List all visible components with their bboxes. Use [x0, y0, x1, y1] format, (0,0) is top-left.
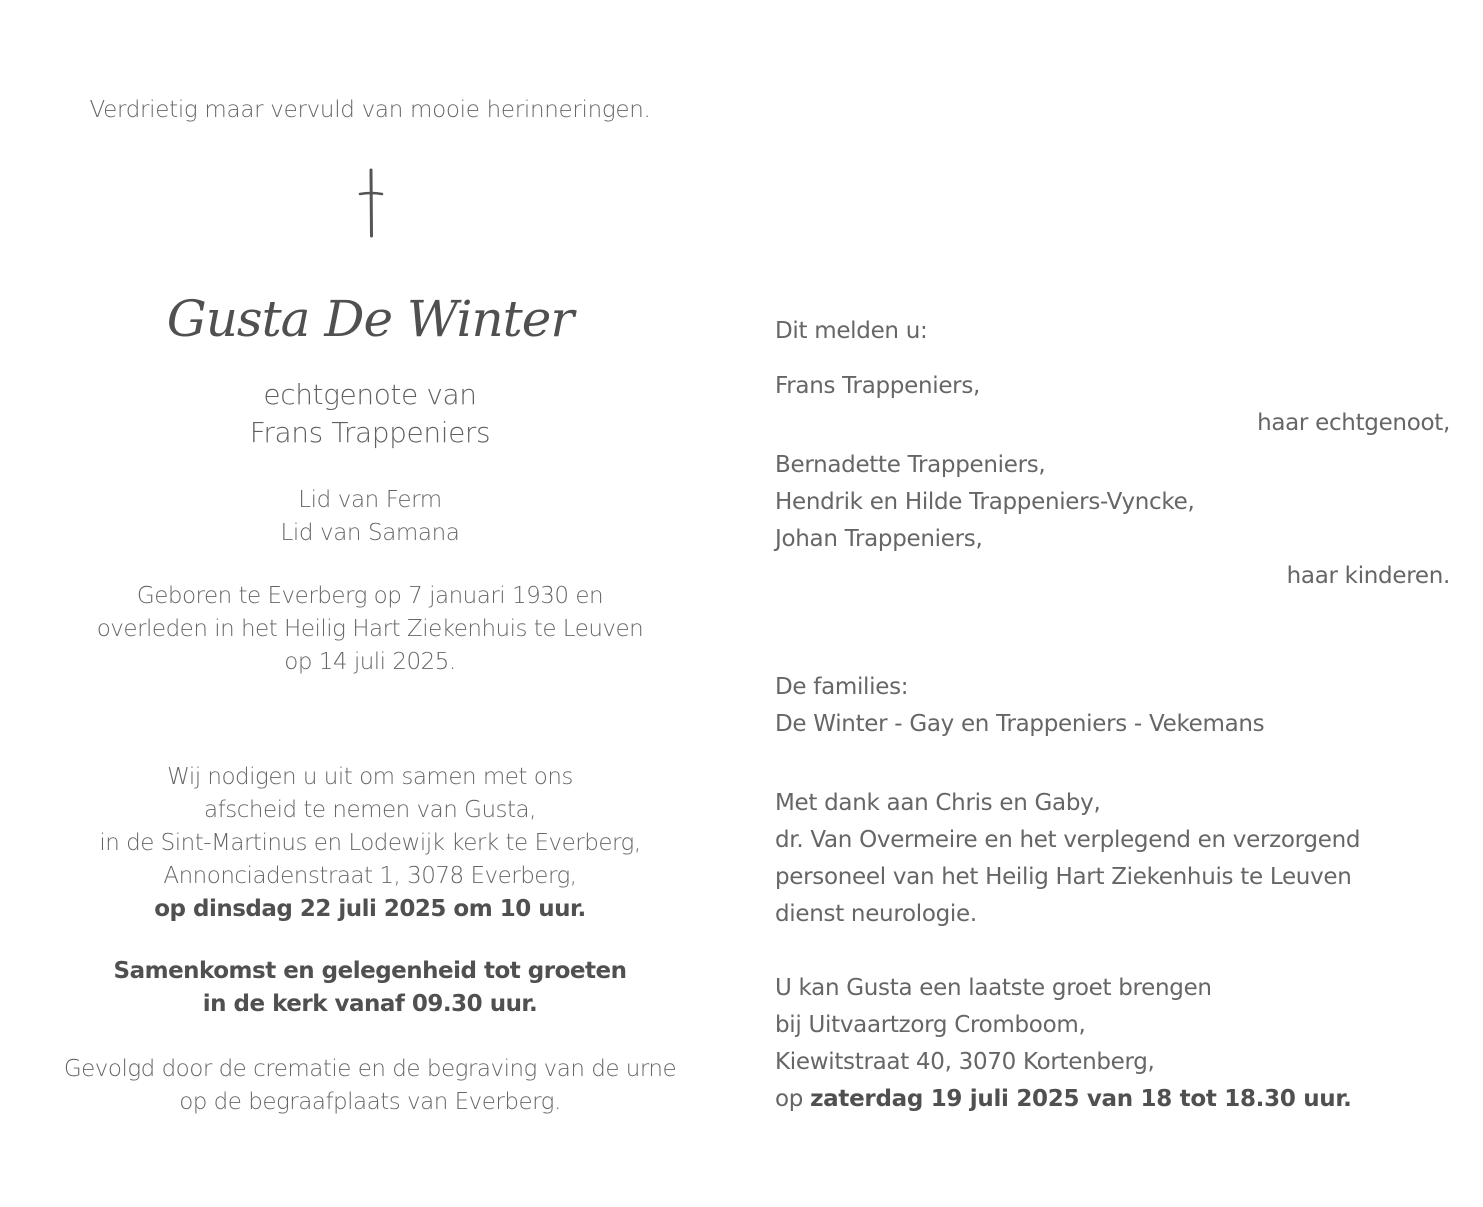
child-name: Johan Trappeniers,	[775, 526, 983, 552]
spouse-name: Frans Trappeniers	[249, 416, 491, 449]
visit-date-line	[775, 1086, 1352, 1112]
birth-death-text	[40, 580, 700, 679]
text-line: op de begraafplaats van Everberg.	[179, 1089, 561, 1115]
husband-relation: haar echtgenoot,	[1257, 410, 1450, 436]
thanks-line: Met dank aan Chris en Gaby,	[775, 790, 1101, 816]
visit-line: bij Uitvaartzorg Cromboom,	[775, 1012, 1086, 1038]
text-line: in de Sint-Martinus en Lodewijk kerk te Everberg,	[99, 830, 641, 856]
visit-prefix: op	[775, 1086, 804, 1112]
text-line: Gevolgd door de crematie en de begraving van de urne	[63, 1056, 677, 1082]
text-line: Samenkomst en gelegenheid tot groeten	[113, 958, 627, 984]
husband-name: Frans Trappeniers,	[775, 373, 981, 399]
thanks-line: personeel van het Heilig Hart Ziekenhuis te Leuven	[775, 864, 1352, 890]
child-name: Hendrik en Hilde Trappeniers-Vyncke,	[775, 489, 1195, 515]
text-line: overleden in het Heilig Hart Ziekenhuis te Leuven	[96, 616, 644, 642]
visit-line: U kan Gusta een laatste groet brengen	[775, 975, 1212, 1001]
deceased-name: Gusta De Winter	[166, 290, 574, 348]
membership-item: Lid van Ferm	[298, 487, 442, 513]
spouse-label: echtgenote van	[263, 378, 477, 411]
families-names: De Winter - Gay en Trappeniers - Vekemans	[775, 711, 1265, 737]
spouse-block	[40, 376, 700, 452]
membership-item: Lid van Samana	[280, 520, 460, 546]
text-line: Wij nodigen u uit om samen met ons	[167, 764, 573, 790]
motto: Verdrietig maar vervuld van mooie herinneringen.	[89, 97, 651, 123]
invitation-date: op dinsdag 22 juli 2025 om 10 uur.	[154, 896, 586, 922]
text-line: Geboren te Everberg op 7 januari 1930 en	[136, 583, 604, 609]
families-label: De families:	[775, 674, 909, 700]
cross-icon	[358, 168, 384, 238]
announcement-intro: Dit melden u:	[775, 318, 928, 344]
invitation-text	[40, 761, 700, 926]
memberships	[40, 484, 700, 550]
text-line: afscheid te nemen van Gusta,	[204, 797, 536, 823]
visit-date: zaterdag 19 juli 2025 van 18 tot 18.30 uur.	[810, 1086, 1352, 1112]
children-relation: haar kinderen.	[1286, 563, 1450, 589]
cremation-text	[40, 1053, 700, 1119]
gathering-text	[40, 955, 700, 1021]
text-line: op 14 juli 2025.	[284, 649, 456, 675]
thanks-line: dienst neurologie.	[775, 901, 977, 927]
visit-line: Kiewitstraat 40, 3070 Kortenberg,	[775, 1049, 1155, 1075]
text-line: Annonciadenstraat 1, 3078 Everberg,	[163, 863, 577, 889]
child-name: Bernadette Trappeniers,	[775, 452, 1046, 478]
thanks-line: dr. Van Overmeire en het verplegend en verzorgend	[775, 827, 1361, 853]
text-line: in de kerk vanaf 09.30 uur.	[202, 991, 538, 1017]
